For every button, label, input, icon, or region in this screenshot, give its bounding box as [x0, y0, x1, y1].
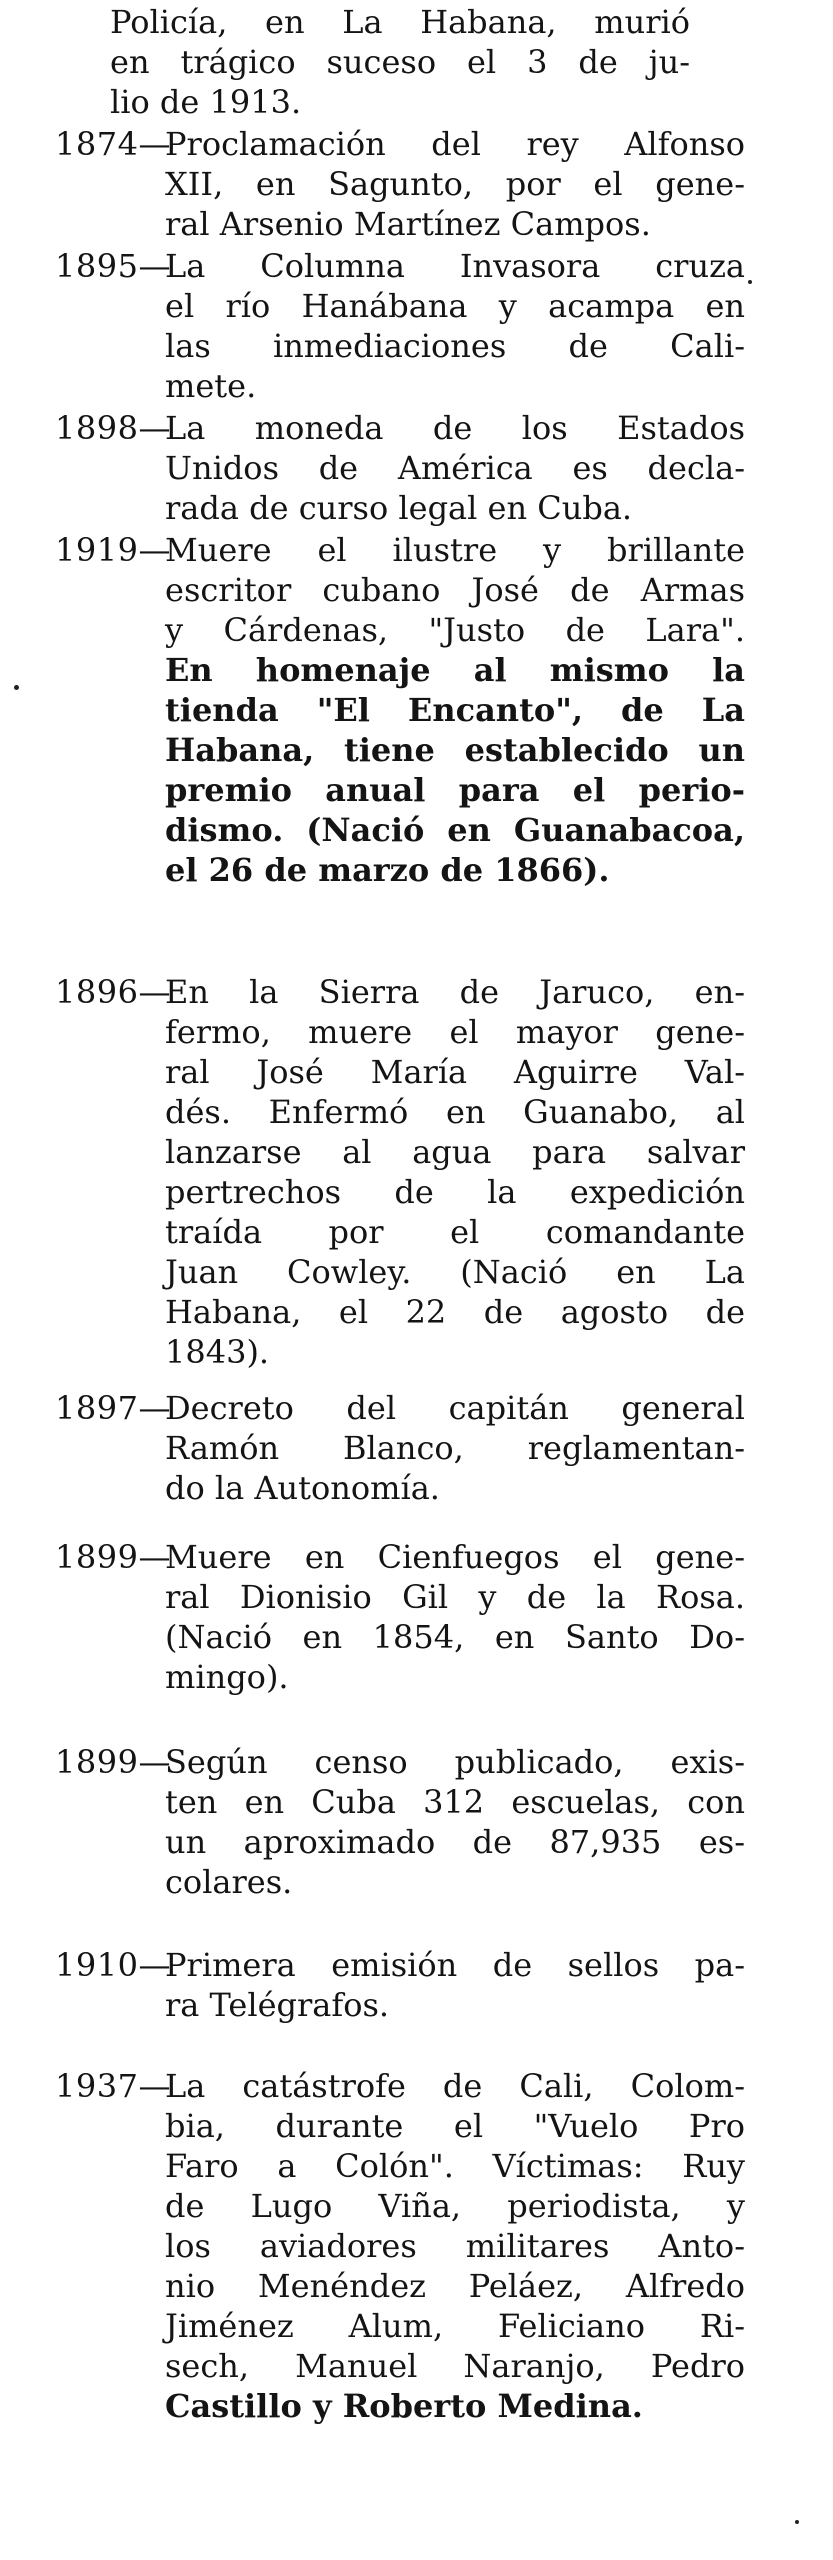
entry-year: 1919— — [55, 531, 171, 569]
entry-year: 1897— — [55, 1389, 171, 1427]
entry-line: fermo, muere el mayor gene- — [165, 1013, 745, 1051]
entry-line: Según censo publicado, exis- — [165, 1743, 745, 1781]
entry-text — [165, 1388, 745, 1508]
entry-line: XII, en Sagunto, por el gene- — [165, 165, 745, 203]
entry-line: ral Dionisio Gil y de la Rosa. — [165, 1578, 745, 1616]
entry-line: los aviadores militares Anto- — [165, 2227, 745, 2265]
entry-line: lio de 1913. — [110, 83, 302, 121]
entry-line: pertrechos de la expedición — [165, 1173, 745, 1211]
entry-line: lanzarse al agua para salvar — [165, 1133, 745, 1171]
entry-line: dismo. (Nació en Guanabacoa, — [165, 811, 745, 849]
entry-line: (Nació en 1854, en Santo Do- — [165, 1618, 745, 1656]
entry-year: 1910— — [55, 1946, 171, 1984]
entry-line: Policía, en La Habana, murió — [110, 3, 690, 41]
entry-line: nio Menéndez Peláez, Alfredo — [165, 2267, 745, 2305]
entry-line: Decreto del capitán general — [165, 1389, 745, 1427]
entry-text — [165, 246, 745, 406]
entry-line: 1843). — [165, 1333, 270, 1371]
entry-line: tienda "El Encanto", de La — [165, 691, 745, 729]
entry-line: mete. — [165, 367, 257, 405]
entry-line: Juan Cowley. (Nació en La — [165, 1253, 745, 1291]
entry-text — [165, 2066, 745, 2426]
entry-line: dés. Enfermó en Guanabo, al — [165, 1093, 745, 1131]
continued-entry — [110, 2, 690, 122]
entry-line: Primera emisión de sellos pa- — [165, 1946, 745, 1984]
entry-year: 1898— — [55, 409, 171, 447]
entry-line: La catástrofe de Cali, Colom- — [165, 2067, 745, 2105]
entry-line: escritor cubano José de Armas — [165, 571, 745, 609]
entry-line: Jiménez Alum, Feliciano Ri- — [165, 2307, 745, 2345]
entry-year: 1874— — [55, 125, 171, 163]
entry-line: el río Hanábana y acampa en — [165, 287, 745, 325]
entry-year: 1899— — [55, 1538, 171, 1576]
entry-line: ra Telégrafos. — [165, 1986, 390, 2024]
print-speck — [748, 280, 752, 284]
entry-line: En homenaje al mismo la — [165, 651, 745, 689]
entry-line: Ramón Blanco, reglamentan- — [165, 1429, 745, 1467]
entry-line: un aproximado de 87,935 es- — [165, 1823, 745, 1861]
entry-line: ral Arsenio Martínez Campos. — [165, 205, 651, 243]
entry-line: La Columna Invasora cruza — [165, 247, 745, 285]
entry-line: Habana, el 22 de agosto de — [165, 1293, 745, 1331]
entry-line: bia, durante el "Vuelo Pro — [165, 2107, 745, 2145]
print-speck — [795, 2520, 799, 2524]
entry-text — [165, 1537, 745, 1697]
entry-line: Muere en Cienfuegos el gene- — [165, 1538, 745, 1576]
entry-line: colares. — [165, 1863, 293, 1901]
entry-line: en trágico suceso el 3 de ju- — [110, 43, 690, 81]
entry-text — [165, 1945, 745, 2025]
entry-line: mingo). — [165, 1658, 289, 1696]
entry-text — [165, 124, 745, 244]
entry-text — [165, 972, 745, 1372]
entry-line: Habana, tiene establecido un — [165, 731, 745, 769]
entry-year: 1937— — [55, 2067, 171, 2105]
entry-line: Unidos de América es decla- — [165, 449, 745, 487]
entry-text — [165, 1742, 745, 1902]
entry-year: 1895— — [55, 247, 171, 285]
entry-line: En la Sierra de Jaruco, en- — [165, 973, 745, 1011]
entry-line: Castillo y Roberto Medina. — [165, 2387, 643, 2425]
entry-year: 1896— — [55, 973, 171, 1011]
print-speck — [14, 685, 19, 690]
entry-line: y Cárdenas, "Justo de Lara". — [165, 611, 745, 649]
entry-year: 1899— — [55, 1743, 171, 1781]
entry-line: las inmediaciones de Cali- — [165, 327, 745, 365]
entry-line: de Lugo Viña, periodista, y — [165, 2187, 745, 2225]
entry-line: rada de curso legal en Cuba. — [165, 489, 633, 527]
entry-line: traída por el comandante — [165, 1213, 745, 1251]
entry-text — [165, 408, 745, 528]
entry-line: La moneda de los Estados — [165, 409, 745, 447]
entry-line: ten en Cuba 312 escuelas, con — [165, 1783, 745, 1821]
entry-line: premio anual para el perio- — [165, 771, 745, 809]
entry-line: Proclamación del rey Alfonso — [165, 125, 745, 163]
entry-text — [165, 530, 745, 890]
entry-line: Muere el ilustre y brillante — [165, 531, 745, 569]
entry-line: do la Autonomía. — [165, 1469, 440, 1507]
entry-line: ral José María Aguirre Val- — [165, 1053, 745, 1091]
entry-line: el 26 de marzo de 1866). — [165, 851, 610, 889]
entry-line: sech, Manuel Naranjo, Pedro — [165, 2347, 745, 2385]
entry-line: Faro a Colón". Víctimas: Ruy — [165, 2147, 745, 2185]
